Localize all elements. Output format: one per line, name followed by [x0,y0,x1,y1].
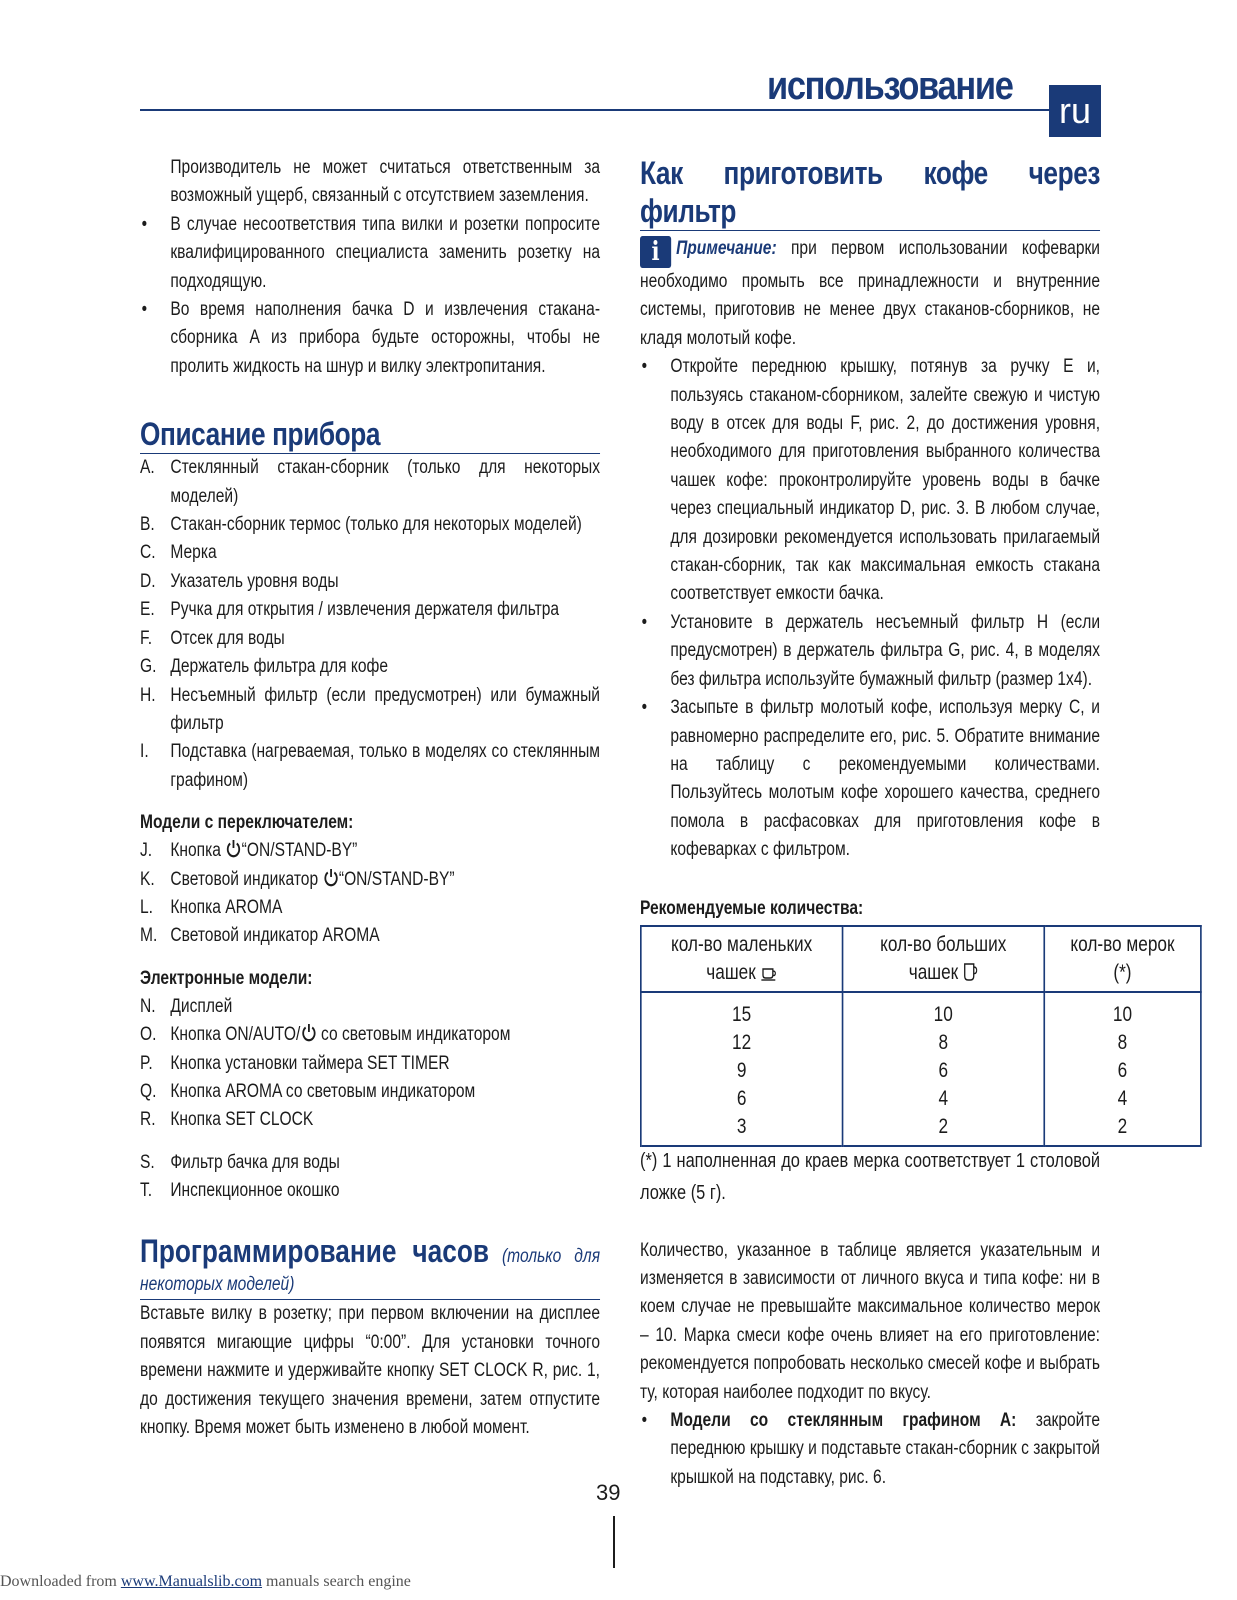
part-text: Держатель фильтра для кофе [170,656,389,678]
bullet-bold-label: Модели со стеклянным графином A: [670,1409,1017,1431]
language-badge: ru [1049,85,1101,137]
part-text: Кнопка ON/AUTO/ [170,1024,301,1046]
table-cell [641,992,843,1146]
part-item [140,454,600,511]
part-text: Несъемный фильтр (если предусмотрен) или бумажный фильтр [170,684,601,734]
right-column [640,154,1175,1492]
part-item [140,894,600,922]
part-letter: H. [140,684,156,706]
part-letter: S. [140,1151,155,1173]
cell-value: 8 [938,1030,949,1054]
table-footnote: (*) 1 наполненная до краев мерка соответствует 1 столовой ложке (5 г). [640,1149,1101,1204]
intro-paragraph: Производитель не может считаться ответственным за возможный ущерб, связанный с отсутствием заземления. [170,157,601,207]
part-item [140,596,600,624]
list-item: • Установите в держатель несъемный фильтр H (если предусмотрен) в держатель фильтра G, рис. 4, в моделях без фильтра используйте бумажный фильтр (размер 1x4). [640,609,1100,694]
cell-value: 2 [1117,1114,1128,1138]
part-letter: R. [140,1109,156,1131]
part-item [140,1177,600,1205]
part-item [140,837,600,865]
cell-value: 3 [736,1114,747,1138]
part-text: “ON/STAND-BY” [241,840,358,862]
part-item [140,625,600,653]
quantity-paragraph: Количество, указанное в таблице является указательным и изменяется в зависимости от личного вкуса и типа кофе: ни в коем случае не превышайте максимальное количество мерок – 10. Марка смеси кофе очень влияет на его приготовление: рекомендуется попробовать несколько смесей кофе и выбрать ту, которая наиболее подходит по вкусу. [640,1239,1101,1403]
left-column-content [140,154,600,1442]
table-cell [1044,992,1201,1146]
part-letter: N. [140,995,156,1017]
download-footer [0,1573,411,1591]
part-letter: D. [140,570,156,592]
part-text: Кнопка AROMA [170,896,283,918]
header-line: чашек [908,960,959,984]
table-header-cell [641,926,843,992]
small-cup-icon [761,965,777,981]
part-text: Фильтр бачка для воды [170,1151,340,1173]
clock-heading-title: Программирование часов [140,1232,489,1269]
part-text: Ручка для открытия / извлечения держателя фильтра [170,599,560,621]
table-header-row [641,926,1201,992]
part-text: Мерка [170,542,217,564]
list-item: • Во время наполнения бачка D и извлечения стакана-сборника A из прибора будьте осторожны, чтобы не пролить жидкость на шнур и вилку электропитания. [140,296,600,381]
electronic-models-heading: Электронные модели: [140,967,313,989]
part-letter: B. [140,514,155,536]
table-row [641,992,1201,1146]
part-item [140,993,600,1021]
part-letter: E. [140,599,155,621]
cell-value: 4 [1117,1086,1128,1110]
cell-value: 9 [736,1058,747,1082]
part-text: Указатель уровня воды [170,570,339,592]
part-item [140,568,600,596]
part-item [140,738,600,795]
part-letter: J. [140,840,153,862]
section-heading-clock [140,1232,600,1301]
part-letter: I. [140,741,149,763]
list-item [640,1407,1100,1492]
part-item [140,1149,600,1177]
part-item [140,511,600,539]
part-letter: K. [140,868,155,890]
footer-suffix: manuals search engine [262,1573,411,1590]
note-text: при первом использовании кофеварки необходимо промыть все принадлежности и внутренние системы, приготовив не менее двух стаканов-сборников, не кладя молотый кофе. [640,238,1101,349]
table-header-cell [1044,926,1201,992]
note-paragraph [640,235,1100,353]
table-cell [842,992,1044,1146]
part-text: Световой индикатор AROMA [170,925,380,947]
header-line: кол-во мерок [1070,932,1175,956]
part-text: Стакан-сборник термос (только для некоторых моделей) [170,514,582,536]
part-letter: P. [140,1052,153,1074]
clock-paragraph: Вставьте вилку в розетку; при первом включении на дисплее появятся мигающие цифры “0:00”. Для установки точного времени нажмите и удерживайте кнопку SET CLOCK R, рис. 1, до достижения текущего значения времени, затем отпустите кнопку. Время может быть изменено в любой момент. [140,1303,601,1439]
footer-link[interactable]: www.Manualslib.com [120,1573,263,1590]
header-rule [140,109,1100,111]
center-divider [613,1516,615,1568]
cell-value: 8 [1117,1030,1128,1054]
part-letter: C. [140,542,156,564]
part-item [140,653,600,681]
cell-value: 6 [736,1086,747,1110]
part-text: Световой индикатор [170,868,323,890]
large-cup-icon [963,962,978,982]
cell-value: 10 [933,1002,953,1026]
part-item [140,1106,600,1134]
part-letter: G. [140,656,157,678]
part-letter: L. [140,896,154,918]
right-column-content [640,154,1175,1492]
cell-value: 12 [732,1030,752,1054]
cell-value: 4 [938,1086,949,1110]
power-icon [300,1023,316,1043]
part-text: Инспекционное окошко [170,1180,340,1202]
part-text: Кнопка [170,840,226,862]
part-letter: T. [140,1180,153,1202]
part-item [140,1078,600,1106]
header-line: кол-во больших [880,932,1007,956]
part-text: Кнопка установки таймера SET TIMER [170,1052,450,1074]
info-icon: i [640,236,671,268]
part-text: “ON/STAND-BY” [338,868,455,890]
part-text: Подставка (нагреваемая, только в моделях со стеклянным графином) [170,741,601,791]
part-text: Дисплей [170,995,233,1017]
part-item [140,866,600,894]
part-letter: F. [140,627,153,649]
note-label: Примечание: [676,238,777,259]
part-text: Стеклянный стакан-сборник (только для некоторых моделей) [170,457,601,507]
part-item [140,1021,600,1049]
list-item: • В случае несоответствия типа вилки и розетки попросите квалифицированного специалиста заменить розетку на подходящую. [140,211,600,296]
part-item [140,1050,600,1078]
list-item: • Откройте переднюю крышку, потянув за ручку E и, пользуясь стаканом-сборником, залейте свежую и чистую воду в отсек для воды F, рис. 2, до достижения уровня, необходимого для приготовления выбранного количества чашек кофе: проконтролируйте уровень воды в бачке через специальный индикатор D, рис. 3. В любом случае, для дозировки рекомендуется использовать прилагаемый стакан-сборник, так как максимальная емкость стакана соответствует емкости бачка. [640,353,1100,609]
part-letter: M. [140,925,158,947]
bullet-text: закройте переднюю крышку и подставьте стакан-сборник с закрытой крышкой на подставку, рис. 6. [670,1409,1101,1488]
power-icon [322,868,338,888]
left-column [140,154,600,1442]
switch-models-heading: Модели с переключателем: [140,812,354,834]
part-item [140,682,600,739]
section-heading-filter-coffee: Как приготовить кофе через фильтр [640,155,1101,229]
list-item: • Засыпьте в фильтр молотый кофе, используя мерку C, и равномерно распределите его, рис. 5. Обратите внимание на таблицу с рекомендуемыми количествами. Пользуйтесь молотым кофе хорошего качества, среднего помола в расфасовках для приготовления кофе в кофеварках с фильтром. [640,694,1100,864]
section-heading-description: Описание прибора [140,415,600,454]
page-section-title: использование [767,64,1013,108]
part-text: Кнопка SET CLOCK [170,1109,314,1131]
part-letter: Q. [140,1080,157,1102]
part-letter: A. [140,457,155,479]
cell-value: 10 [1112,1002,1133,1026]
header-line: (*) [1113,960,1132,984]
part-text: со световым индикатором [316,1024,511,1046]
power-icon [225,839,241,859]
part-letter: O. [140,1024,157,1046]
table-header-cell [842,926,1044,992]
cell-value: 6 [938,1058,949,1082]
header-line: чашек [706,960,756,984]
recommended-quantities-table [640,925,1202,1147]
table-title: Рекомендуемые количества: [640,897,864,919]
footer-prefix: Downloaded from [0,1573,121,1590]
clock-heading-note: (только для некоторых моделей) [140,1245,601,1295]
part-item [140,539,600,567]
part-text: Кнопка AROMA со световым индикатором [170,1080,476,1102]
part-item [140,922,600,950]
part-text: Отсек для воды [170,627,285,649]
cell-value: 15 [732,1002,752,1026]
cell-value: 6 [1117,1058,1128,1082]
page-number: 39 [596,1480,621,1505]
header-line: кол-во маленьких [670,932,813,956]
cell-value: 2 [938,1114,949,1138]
